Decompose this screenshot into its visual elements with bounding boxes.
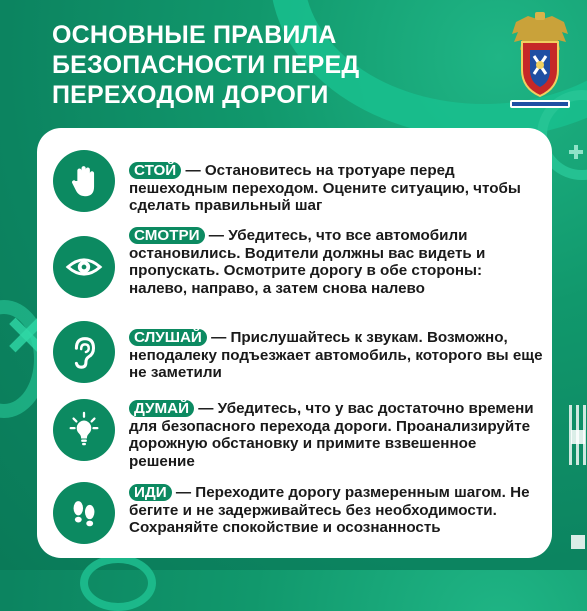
rule-text [129,329,544,382]
decor-square [571,535,585,549]
rule-text [129,484,544,537]
rule-description: — Убедитесь, что у вас достаточно времени для безопасного перехода дороги. Проанализируйте дорожную обстановку и примите взвешенное решение [129,400,534,470]
rule-text [129,400,544,470]
rule-text [129,162,544,215]
decor-stripes-right [569,405,587,465]
title-line: ОСНОВНЫЕ ПРАВИЛА [52,21,337,49]
rule-keyword-badge: СЛУШАЙ [129,329,207,346]
lightbulb-icon [53,399,115,461]
rule-description: — Убедитесь, что все автомобили остановились. Водители должны вас видеть и пропускать. Осмотрите дорогу в обе стороны: налево, направо, а затем снова налево [129,227,486,297]
rule-text [129,227,544,297]
rule-keyword-badge: СТОЙ [129,162,181,179]
rule-description: — Прислушайтесь к звукам. Возможно, неподалеку подъезжает автомобиль, которого вы еще не заметили [129,329,543,382]
police-emblem-logo [508,12,572,110]
decor-square [571,430,585,444]
title-line: ПЕРЕХОДОМ ДОРОГИ [52,81,329,109]
decor-plus-right [569,145,583,159]
eye-icon [53,236,115,298]
rule-keyword-badge: ИДИ [129,484,172,501]
decor-ring-bottom [80,555,156,611]
title-line: БЕЗОПАСНОСТИ ПЕРЕД [52,51,360,79]
rules-card [37,128,552,558]
footprints-icon [53,482,115,544]
ear-icon [53,321,115,383]
hand-stop-icon [53,150,115,212]
rule-description: — Переходите дорогу размеренным шагом. Не бегите и не задерживайтесь без необходимости. Сохраняйте спокойствие и осознанность [129,484,530,537]
rule-keyword-badge: СМОТРИ [129,227,205,244]
rule-description: — Остановитесь на тротуаре перед пешеходным переходом. Оцените ситуацию, чтобы сделать правильный шаг [129,162,521,215]
page-title [52,20,359,110]
rule-keyword-badge: ДУМАЙ [129,400,194,417]
